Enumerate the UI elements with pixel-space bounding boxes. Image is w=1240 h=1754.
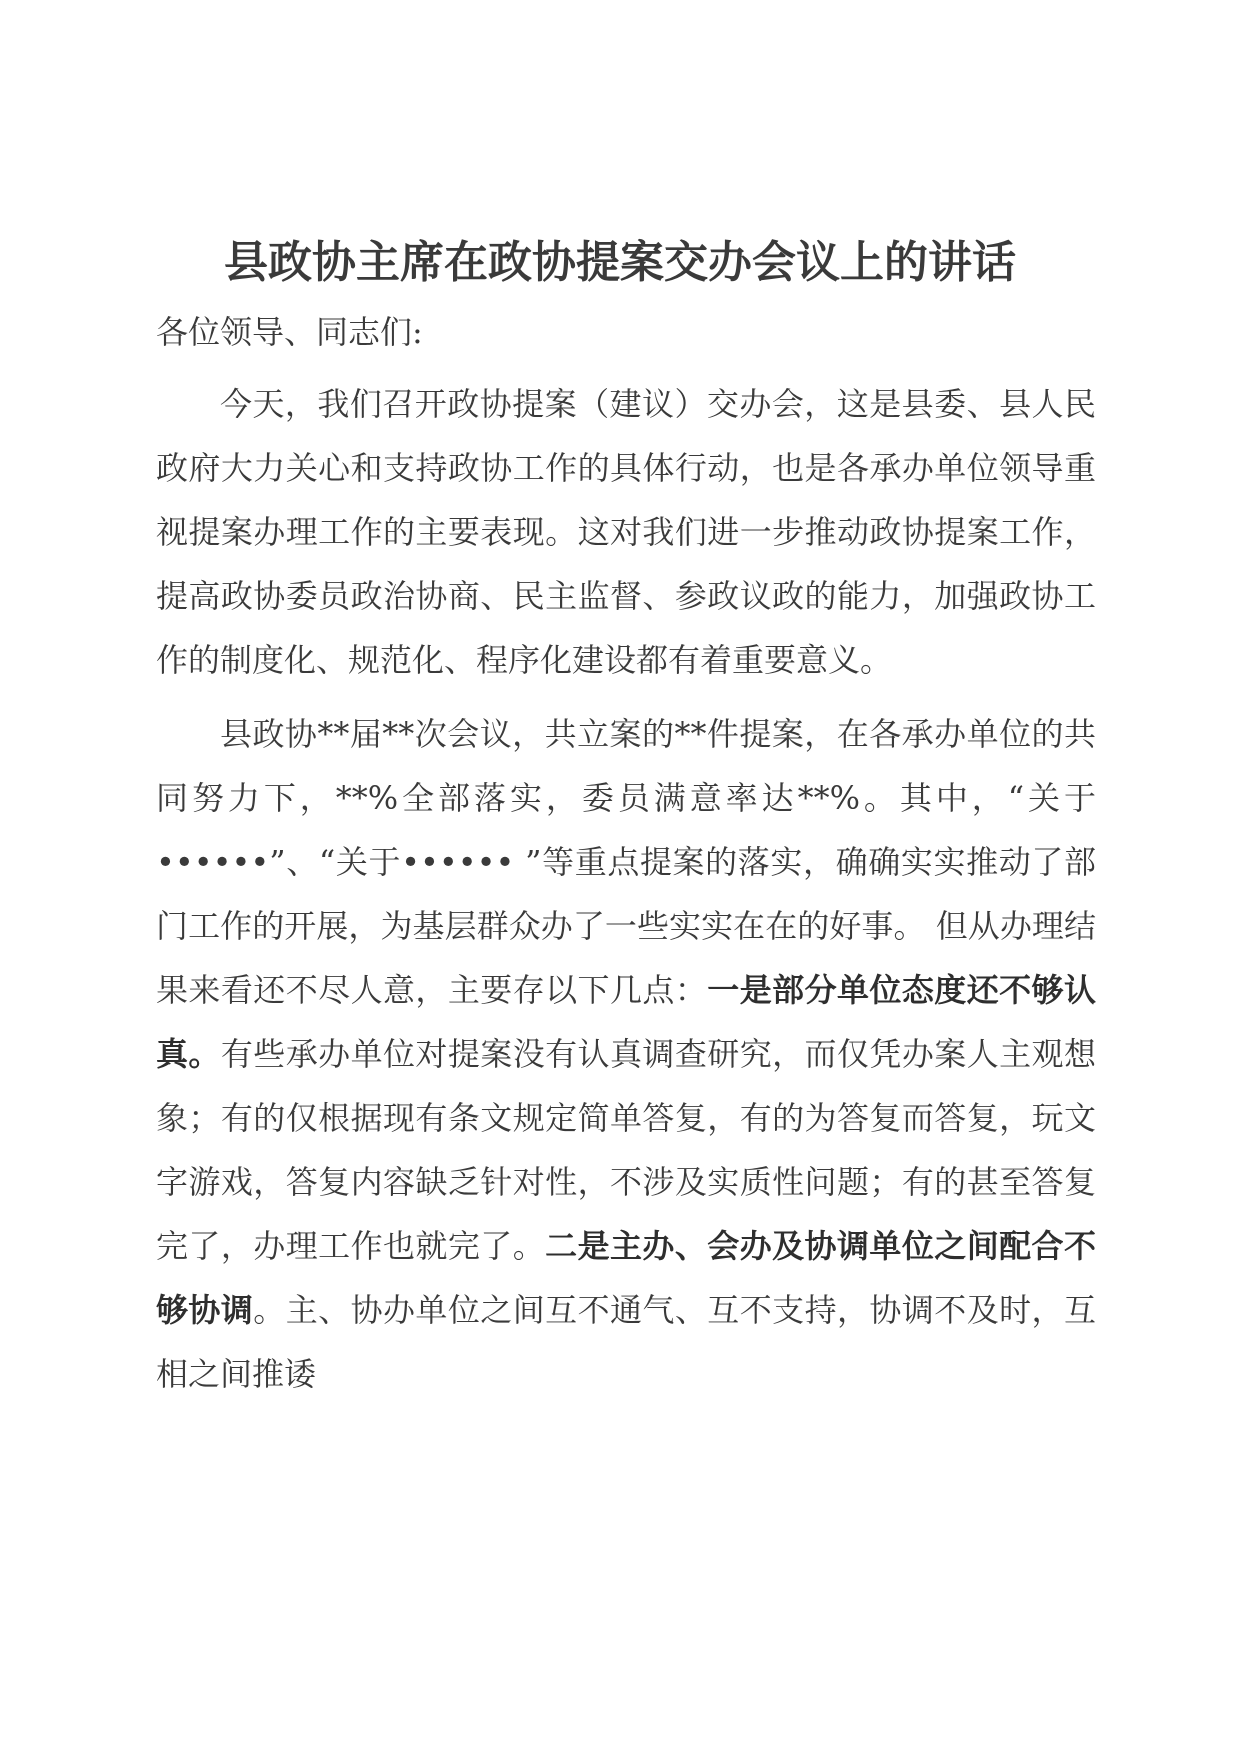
point-2-text: 。主、协办单位之间互不通气、互不支持，协调不及时，互相之间推诿 xyxy=(156,1291,1096,1393)
salutation: 各位领导、同志们: xyxy=(156,313,423,351)
paragraph-1: 今天，我们召开政协提案（建议）交办会，这是县委、县人民政府大力关心和支持政协工作的具体行动，也是各承办单位领导重视提案办理工作的主要表现。这对我们进一步推动政协提案工作，提高政协委员政治协商、民主监督、参政议政的能力，加强政协工作的制度化、规范化、程序化建设都有着重要意义。 xyxy=(156,385,1096,679)
point-2-heading: 二是主办、会办及协调单位之间配合不够协调 xyxy=(156,1227,1096,1329)
paragraph-2-intro: 县政协**届**次会议，共立案的**件提案，在各承办单位的共同努力下，**%全部落实，委员满意率达**%。其中，“关于••••••”、“关于•••••• ”等重点提案的落实，确确实实推动了部门工作的开展，为基层群众办了一些实实在在的好事。 但从办理结果来看还不尽人意，主要存以下几点： xyxy=(156,715,1096,1009)
paragraph-2 xyxy=(156,702,1096,1406)
document-title: 县政协主席在政协提案交办会议上的讲话 xyxy=(224,237,1016,288)
point-1-text: 有些承办单位对提案没有认真调查研究，而仅凭办案人主观想象；有的仅根据现有条文规定简单答复，有的为答复而答复，玩文字游戏，答复内容缺乏针对性，不涉及实质性问题；有的甚至答复完了，办理工作也就完了。 xyxy=(156,1035,1096,1265)
document-body xyxy=(156,300,1096,1406)
point-1-heading: 一是部分单位态度还不够认真。 xyxy=(156,971,1096,1073)
